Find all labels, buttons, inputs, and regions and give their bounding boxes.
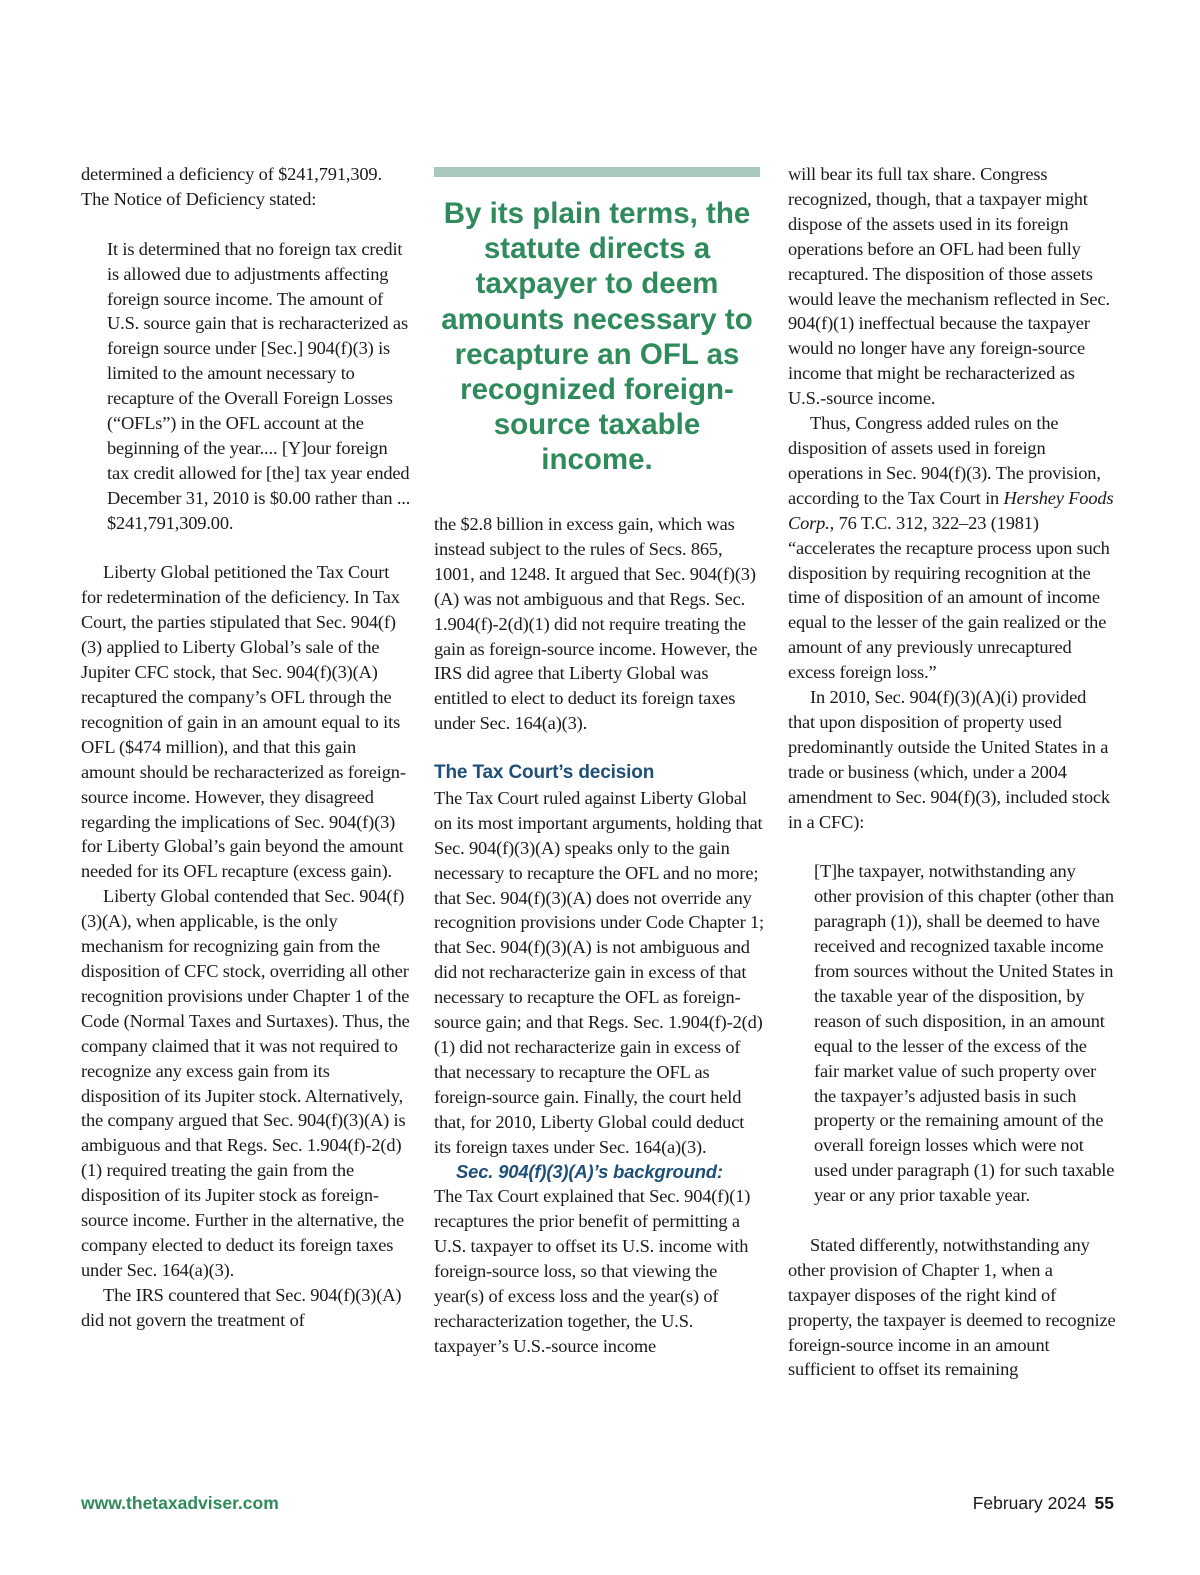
block-quote: [T]he taxpayer, notwithstanding any other provision of this chapter (other than paragraph (1)), shall be deemed to have received and recognized taxable income from sources without the United States in the taxable year of the disposition, by reason of such disposition, in an amount equal to the lesser of the excess of the fair market value of such property over the taxpayer’s adjusted basis in such property or the remaining amount of the overall foreign losses which were not used under paragraph (1) for such taxable year or any prior taxable year. <box>814 861 1115 1206</box>
paragraph: In 2010, Sec. 904(f)(3)(A)(i) provided that upon disposition of property used predominantly outside the United States in a trade or business (which, under a 2004 amendment to Sec. 904(f)(3), included stock in a CFC): <box>788 687 1110 832</box>
paragraph: The Tax Court explained that Sec. 904(f)(1) recaptures the prior benefit of permitting a U.S. taxpayer to offset its U.S. income with foreign-source loss, so that viewing the year(s) of excess loss and the year(s) of recharacterization together, the U.S. taxpayer’s U.S.-source income <box>434 1186 751 1356</box>
paragraph: The IRS countered that Sec. 904(f)(3)(A) did not govern the treatment of <box>81 1284 402 1330</box>
case-name: Hershey Foods Corp. <box>788 487 1114 533</box>
paragraph: Stated differently, notwithstanding any other provision of Chapter 1, when a taxpayer disposes of the right kind of property, the taxpayer is deemed to recognize foreign-source income in an amount sufficient to offset its remaining <box>788 1234 1116 1380</box>
paragraph: The Tax Court ruled against Liberty Global on its most important arguments, holding that Sec. 904(f)(3)(A) speaks only to the gain necessary to recapture the OFL and no more; that Sec. 904(f)(3)(A) does not override any recognition provisions under Code Chapter 1; that Sec. 904(f)(3)(A) is not ambiguous and did not recharacterize gain in excess of that necessary to recapture the OFL as foreign-source gain; and that Regs. Sec. 1.904(f)-2(d)(1) did not recharacterize gain in excess of that necessary to recapture the OFL as foreign-source gain. Finally, the court held that, for 2010, Liberty Global could deduct its foreign taxes under Sec. 164(a)(3). <box>434 787 764 1157</box>
column-left <box>81 162 411 1333</box>
paragraph: the $2.8 billion in excess gain, which was instead subject to the rules of Secs. 865, 1001, and 1248. It argued that Sec. 904(f)(3)(A) was not ambiguous and that Regs. Sec. 1.904(f)-2(d)(1) did not require treating the gain as foreign-source income. However, the IRS did agree that Liberty Global was entitled to elect to deduct its foreign taxes under Sec. 164(a)(3). <box>434 514 758 734</box>
paragraph: Liberty Global contended that Sec. 904(f)(3)(A), when applicable, is the only mechanism for recognizing gain from the disposition of CFC stock, overriding all other recognition provisions under Chapter 1 of the Code (Normal Taxes and Surtaxes). Thus, the company claimed that it was not required to recognize any excess gain from its disposition of its Jupiter stock. Alternatively, the company argued that Sec. 904(f)(3)(A) is ambiguous and that Regs. Sec. 1.904(f)-2(d)(1) required treating the gain from the disposition of its Jupiter stock as foreign-source income. Further in the alternative, the company elected to deduct its foreign taxes under Sec. 164(a)(3). <box>81 886 410 1280</box>
column-right <box>788 162 1116 1382</box>
issue-date: February 2024 <box>972 1493 1087 1513</box>
pull-quote: By its plain terms, the statute directs a taxpayer to deem amounts necessary to recapture an OFL as recognized foreign-source taxable income. <box>441 197 753 477</box>
footer-website-link[interactable]: www.thetaxadviser.com <box>81 1493 279 1513</box>
paragraph: will bear its full tax share. Congress recognized, though, that a taxpayer might dispose of the assets used in its foreign operations before an OFL had been fully recaptured. The disposition of those assets would leave the mechanism reflected in Sec. 904(f)(1) ineffectual because the taxpayer would no longer have any foreign-source income that might be recharacterized as U.S.-source income. <box>788 164 1110 409</box>
block-quote: It is determined that no foreign tax credit is allowed due to adjustments affecting foreign source income. The amount of U.S. source gain that is recharacterized as foreign source under [Sec.] 904(f)(3) is limited to the amount necessary to recapture of the Overall Foreign Losses (“OFLs”) in the OFL account at the beginning of the year.... [Y]our foreign tax credit allowed for [the] tax year ended December 31, 2010 is $0.00 rather than ... $241,791,309.00. <box>107 238 411 533</box>
section-heading: The Tax Court’s decision <box>434 762 655 784</box>
pullquote-rule <box>434 167 760 177</box>
paragraph: Thus, Congress added rules on the disposition of assets used in foreign operations in Sec. 904(f)(3). The provision, according to the Tax Court in Hershey Foods Corp., 76 T.C. 312, 322–23 (1981) “accelerates the recapture process upon such disposition by requiring recognition at the time of disposition of an amount of income equal to the lesser of the gain realized or the amount of any previously unrecaptured excess foreign loss.” <box>788 413 1114 683</box>
subsection-heading: Sec. 904(f)(3)(A)’s background: <box>456 1160 723 1182</box>
page-number: 55 <box>1094 1493 1114 1513</box>
paragraph: determined a deficiency of $241,791,309. The Notice of Deficiency stated: <box>81 164 382 209</box>
paragraph: Liberty Global petitioned the Tax Court for redetermination of the deficiency. In Tax Court, the parties stipulated that Sec. 904(f)(3) applied to Liberty Global’s sale of the Jupiter CFC stock, that Sec. 904(f)(3)(A) recaptured the company’s OFL through the recognition of gain in an amount equal to its OFL ($474 million), and that this gain amount should be recharacterized as foreign-source income. However, they disagreed regarding the implications of Sec. 904(f)(3) for Liberty Global’s gain beyond the amount needed for its OFL recapture (excess gain). <box>81 562 406 882</box>
footer-issue <box>973 1493 1114 1514</box>
column-middle <box>434 512 764 1359</box>
